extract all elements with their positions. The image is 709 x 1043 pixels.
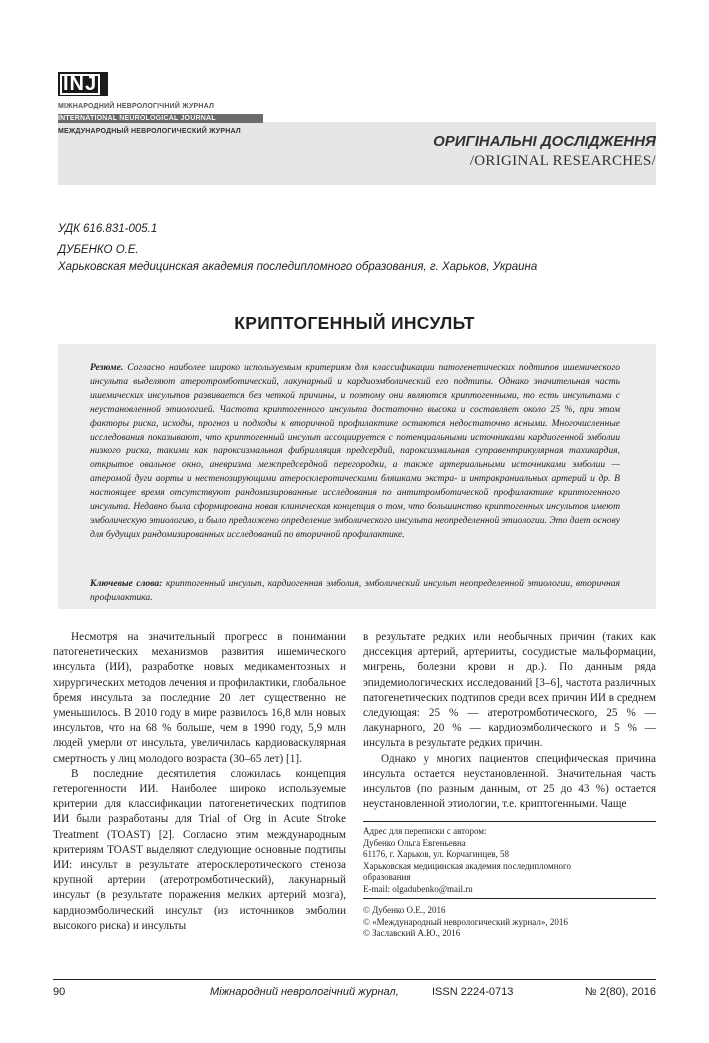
abstract-text (90, 361, 620, 542)
correspondence-email: E-mail: olgadubenko@mail.ru (363, 883, 473, 894)
keywords-text: криптогенный инсульт, кардиогенная эмболия, эмболический инсульт неопределенной этиологии, вторичная профилактика. (90, 578, 620, 603)
author-affiliation: Харьковская медицинская академия последипломного образования, г. Харьков, Украина (58, 261, 538, 273)
body-column-left (53, 630, 346, 934)
section-title-ua: ОРИГІНАЛЬНІ ДОСЛІДЖЕННЯ (433, 133, 656, 150)
body-column-right (363, 630, 656, 812)
author-name: ДУБЕНКО О.Е. (58, 244, 139, 256)
correspondence-line: Дубенко Ольга Евгеньевна (363, 837, 466, 848)
footer-issn: ISSN 2224-0713 (432, 986, 514, 998)
paragraph: в результате редких или необычных причин (таких как диссекция артерий, артерииты, сосудистые мальформации, мигрень, болезни крови и др.). По данным ряда эпидемиологических исследований [3–6], частота различных патогенетических подтипов среди всех причин ИИ в среднем следующая: 25 % — атеротромботического, 25 % — лакунарного, 20 % — кардиоэмболического и 5 % — инсульта в результате редких причин. (363, 631, 656, 750)
keywords-label: Ключевые слова: (90, 578, 163, 589)
udk-code: УДК 616.831-005.1 (58, 223, 158, 235)
copyright-line: © «Международный неврологический журнал», 2016 (363, 916, 568, 927)
copyright-block (363, 905, 656, 940)
journal-name-ua: МІЖНАРОДНИЙ НЕВРОЛОГІЧНИЙ ЖУРНАЛ (58, 103, 215, 110)
copyright-line: © Заславский А.Ю., 2016 (363, 928, 461, 939)
paragraph: Несмотря на значительный прогресс в понимании патогенетических механизмов развития ишемического инсульта (ИИ), разработке новых медикаментозных и хирургических методов лечения и профилактики, глобальное бремя инсульта за последние 20 лет существенно не уменьшилось. В 2010 году в мире развилось 16,8 млн новых инсультов, что на 68 % больше, чем в 1990 году, 5,9 млн людей умерли от инсульта, увеличилась кардиоваскулярная смертность у лиц молодого возраста (30–65 лет) [1]. (53, 631, 346, 765)
footer-issue: № 2(80), 2016 (584, 986, 656, 998)
correspondence-line: Харьковская медицинская академия последипломного (363, 860, 571, 871)
page-number: 90 (53, 986, 66, 998)
correspondence-line: 61176, г. Харьков, ул. Корчагинцев, 58 (363, 849, 509, 860)
journal-name-en: INTERNATIONAL NEUROLOGICAL JOURNAL (58, 115, 216, 122)
abstract-body: Согласно наиболее широко используемым критериям для классификации патогенетических подтипов ишемического инсульта выделяют атеротромботический, лакунарный и кардиоэмболический его подтипы. Однако значительная часть ишемических инсультов развивается без четкой причины, и поэтому они являются криптогенными, то есть инсультами с неустановленной этиологией. Частота криптогенного инсульта достаточно высока и составляет около 25 %, при этом факторы риска, исходы, прогноз и подходы к вторичной профилактике остаются недостаточно ясными. Многочисленные исследования показывают, что криптогенный инсульт ассоциируется с потенциальными источниками кардиогенной эмболии низкого риска, такими как пароксизмальная фибрилляция предсердий, пароксизмальная суправентрикулярная тахикардия, открытое овальное окно, аневризма межпредсердной перегородки, а также артериальными источниками эмболии — атеромой дуги аорты и нестенозирующими атеросклеротическими бляшками экстра- и интракраниальных артерий и др. В настоящее время отсутствуют рандомизированные исследования по антитромботической профилактике криптогенного инсульта. Недавно была сформирована новая клиническая концепция о том, что большинство криптогенных инсультов имеют эмболическую этиологию, и было предложено определение эмболического инсульта неопределенной этиологии. Это дает основу для будущих рандомизированных исследований по вторичной профилактике. (90, 362, 620, 540)
correspondence-line: Адрес для переписки с автором: (363, 826, 487, 836)
paragraph: В последние десятилетия сложилась концепция гетерогенности ИИ. Наиболее широко используемые критерии для классификации патогенетических подтипов ИИ были разработаны для Trial of Org in Acute Stroke Treatment (TOAST) [2]. Согласно этим международным критериям TOAST выделяют следующие основные подтипы ИИ: инсульт в результате атеросклеротического стеноза крупной артерии (атеротромботический), лакунарный инсульт (в результате поражения мелких артерий мозга), кардиоэмболический инсульт (из источников эмболии высокого риска) и инсульты (53, 767, 346, 932)
correspondence-line: образования (363, 872, 411, 883)
article-title: КРИПТОГЕННЫЙ ИНСУЛЬТ (234, 313, 475, 333)
copyright-line: © Дубенко О.Е., 2016 (363, 905, 446, 915)
section-title-en: /ORIGINAL RESEARCHES/ (469, 153, 656, 169)
paragraph: Однако у многих пациентов специфическая причина инсульта остается неустановленной. Значительная часть инсультов (по разным данным, от 25 до 43 %) остается неустановленной этиологии, т.е. криптогенными. Чаще (363, 752, 656, 811)
logo-text: INJ (60, 74, 100, 95)
divider (363, 898, 656, 899)
keywords (90, 577, 620, 605)
journal-logo (58, 72, 108, 96)
divider (363, 821, 656, 822)
correspondence-block (363, 826, 656, 896)
journal-name-ru: МЕЖДУНАРОДНЫЙ НЕВРОЛОГИЧЕСКИЙ ЖУРНАЛ (58, 128, 241, 135)
abstract-label: Резюме. (90, 362, 124, 373)
footer-rule (53, 979, 656, 980)
footer-journal: Міжнародний неврологічний журнал, (210, 986, 399, 998)
